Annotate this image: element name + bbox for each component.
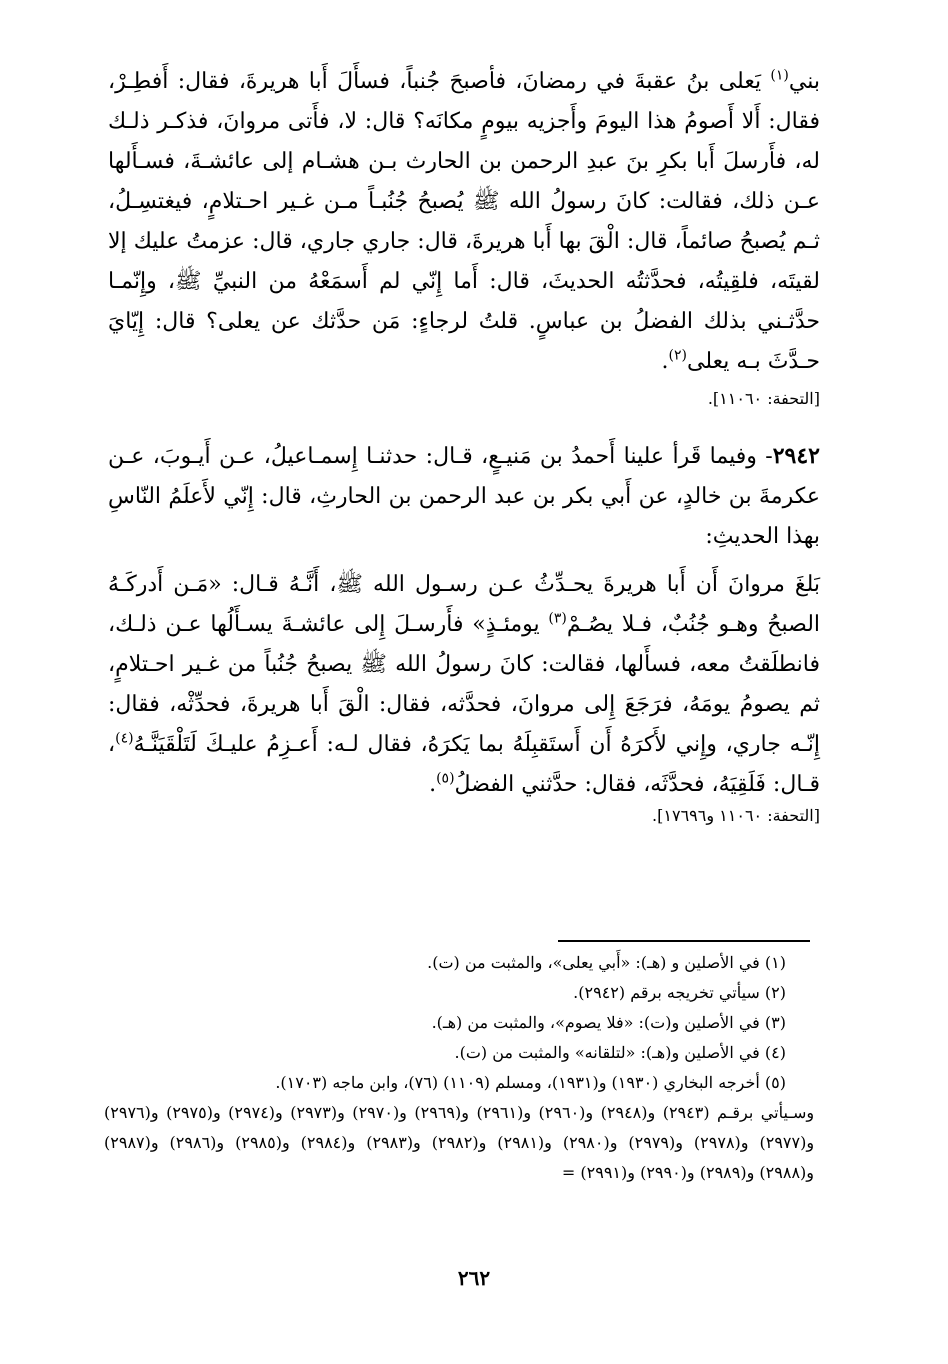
footnote-4: (٤) في الأصلين و(هـ): «لتلقانه» والمثبت من (ت). (454, 1043, 786, 1062)
text-run: بَلغَ مروانَ أَن أَبا هريرةَ يحـدِّثُ عـن رسـول الله ﷺ، أَنَّـهُ قـال: «مَـن أَدركَـهُ الصبحُ وهـو جُنُبٌ، فـلا يصُـمْ (108, 572, 821, 637)
footnote-marker: (٥) (436, 770, 455, 787)
paragraph-1 (108, 62, 820, 382)
text-run: . (661, 349, 669, 374)
main-text (108, 62, 820, 827)
tuhfa-reference-2: [التحفة: ١١٠٦٠ و١٧٦٩٦]. (652, 806, 820, 825)
text-run: ، قـال: فَلَقِيَهُ، فحدَّثَه، فقال: حدَّثني الفضلُ (108, 732, 820, 797)
text-run: يومئـذٍ» فأَرسـلَ إِلى عائشـةَ يسـأَلُها عـن ذلـك، فانطلَقتُ معه، فسأَلها، فقالت: كانَ رسولُ الله ﷺ يصبحُ جُنُباً من غـير احـتلامٍ، ثم يصومُ يومَهُ، فرَجَعَ إِلى مروانَ، فحدَّثه، فقال: الْقَ أَبا هريرةَ، فحدِّثْه، فقال: إِنّـه جاري، وإِني لأَكرَهُ أَن أَستَقبِلَهُ بما يَكرَهُ، فقال لـه: أَعـزِمُ عليـكَ لَتَلْقَيَنَّـهُ (108, 612, 820, 757)
footnote-3: (٣) في الأصلين و(ت): «فلا يصوم»، والمثبت من (هـ). (431, 1013, 786, 1032)
text-run: . (429, 772, 437, 797)
text-run: - وفيما قَرأ علينا أَحمدُ بن مَنيـعٍ، قـال: حدثنـا إِسمـاعيلُ، عـن أَيـوبَ، عـن عكرمةَ بن خالدٍ، عن أَبي بكر بن عبد الرحمن بن الحارثِ، قال: إِنّي لأَعلَمُ النّاسِ بهذا الحديثِ: (108, 444, 820, 549)
text-run: يَعلى بنُ عقبةَ في رمضانَ، فأصبحَ جُنباً، فسأَلَ أَبا هريرةَ، فقال: أَفطِـرْ، فقال: أَلا أَصومُ هذا اليومَ وأَجزيه بيومٍ مكانَه؟ قال: لا، فأَتى مروانَ، فذكـر ذلـك له، فأَرسلَ أَبا بكرِ بنَ عبدِ الرحمن بن الحارث بـن هشـام إلى عائشـةَ، فسـأَلها عـن ذلك، فقالت: كانَ رسولُ الله ﷺ يُصبحُ جُنُبـاً مـن غـير احـتلامٍ، فيغتسِـلُ، ثـم يُصبحُ صائماً، قال: الْقَ بها أَبا هريرةَ، قال: جاري جاري، قال: عزمتُ عليك إلا لقيتَه، فلقِيتُه، فحدَّثتُه الحديثَ، قال: أَما إِنّي لم أَسمَعْهُ من النبيِّ ﷺ، وإِنّمـا حدَّثـني بذلك الفضلُ بن عباسٍ. قلتُ لرجاءٍ: مَن حدَّثك عن يعلى؟ قال: إِيّايَ حـدَّثَ بـه يعلى (108, 69, 820, 374)
page-number: ٢٦٢ (457, 1266, 491, 1290)
footnotes (104, 948, 814, 1188)
hadith-number: ٢٩٤٢ (772, 443, 820, 469)
paragraph-2 (108, 436, 820, 557)
footnote-marker: (٤) (115, 730, 134, 747)
footnote-2: (٢) سيأتي تخريجه برقم (٢٩٤٢). (573, 983, 786, 1002)
footnote-1: (١) في الأصلين و (هـ): «أَبي يعلى»، والمثبت من (ت). (427, 953, 786, 972)
footnote-5: (٥) أخرجه البخاري (١٩٣٠) و(١٩٣١)، ومسلم (١١٠٩) (٧٦)، وابن ماجه (١٧٠٣). (275, 1073, 786, 1092)
text-run: بني (788, 69, 820, 94)
footnote-5-continuation: وسـيأتي برقـم (٢٩٤٣) و(٢٩٤٨) و(٢٩٦٠) و(٢٩٦١) و(٢٩٦٩) و(٢٩٧٠) و(٢٩٧٣) و(٢٩٧٤) و(٢٩٧٥) و(٢٩٧٦) و(٢٩٧٧) و(٢٩٧٨) و(٢٩٧٩) و(٢٩٨٠) و(٢٩٨١) و(٢٩٨٢) و(٢٩٨٣) و(٢٩٨٤) و(٢٩٨٥) و(٢٩٨٦) و(٢٩٨٧) و(٢٩٨٨) و(٢٩٨٩) و(٢٩٩٠) و(٢٩٩١) = (104, 1103, 815, 1182)
paragraph-3 (108, 565, 820, 805)
footnote-marker: (١) (770, 67, 789, 84)
footnote-divider (558, 940, 810, 942)
footnote-marker: (٣) (548, 610, 567, 627)
tuhfa-reference-1: [التحفة: ١١٠٦٠]. (707, 389, 820, 408)
footnote-marker: (٢) (668, 347, 687, 364)
